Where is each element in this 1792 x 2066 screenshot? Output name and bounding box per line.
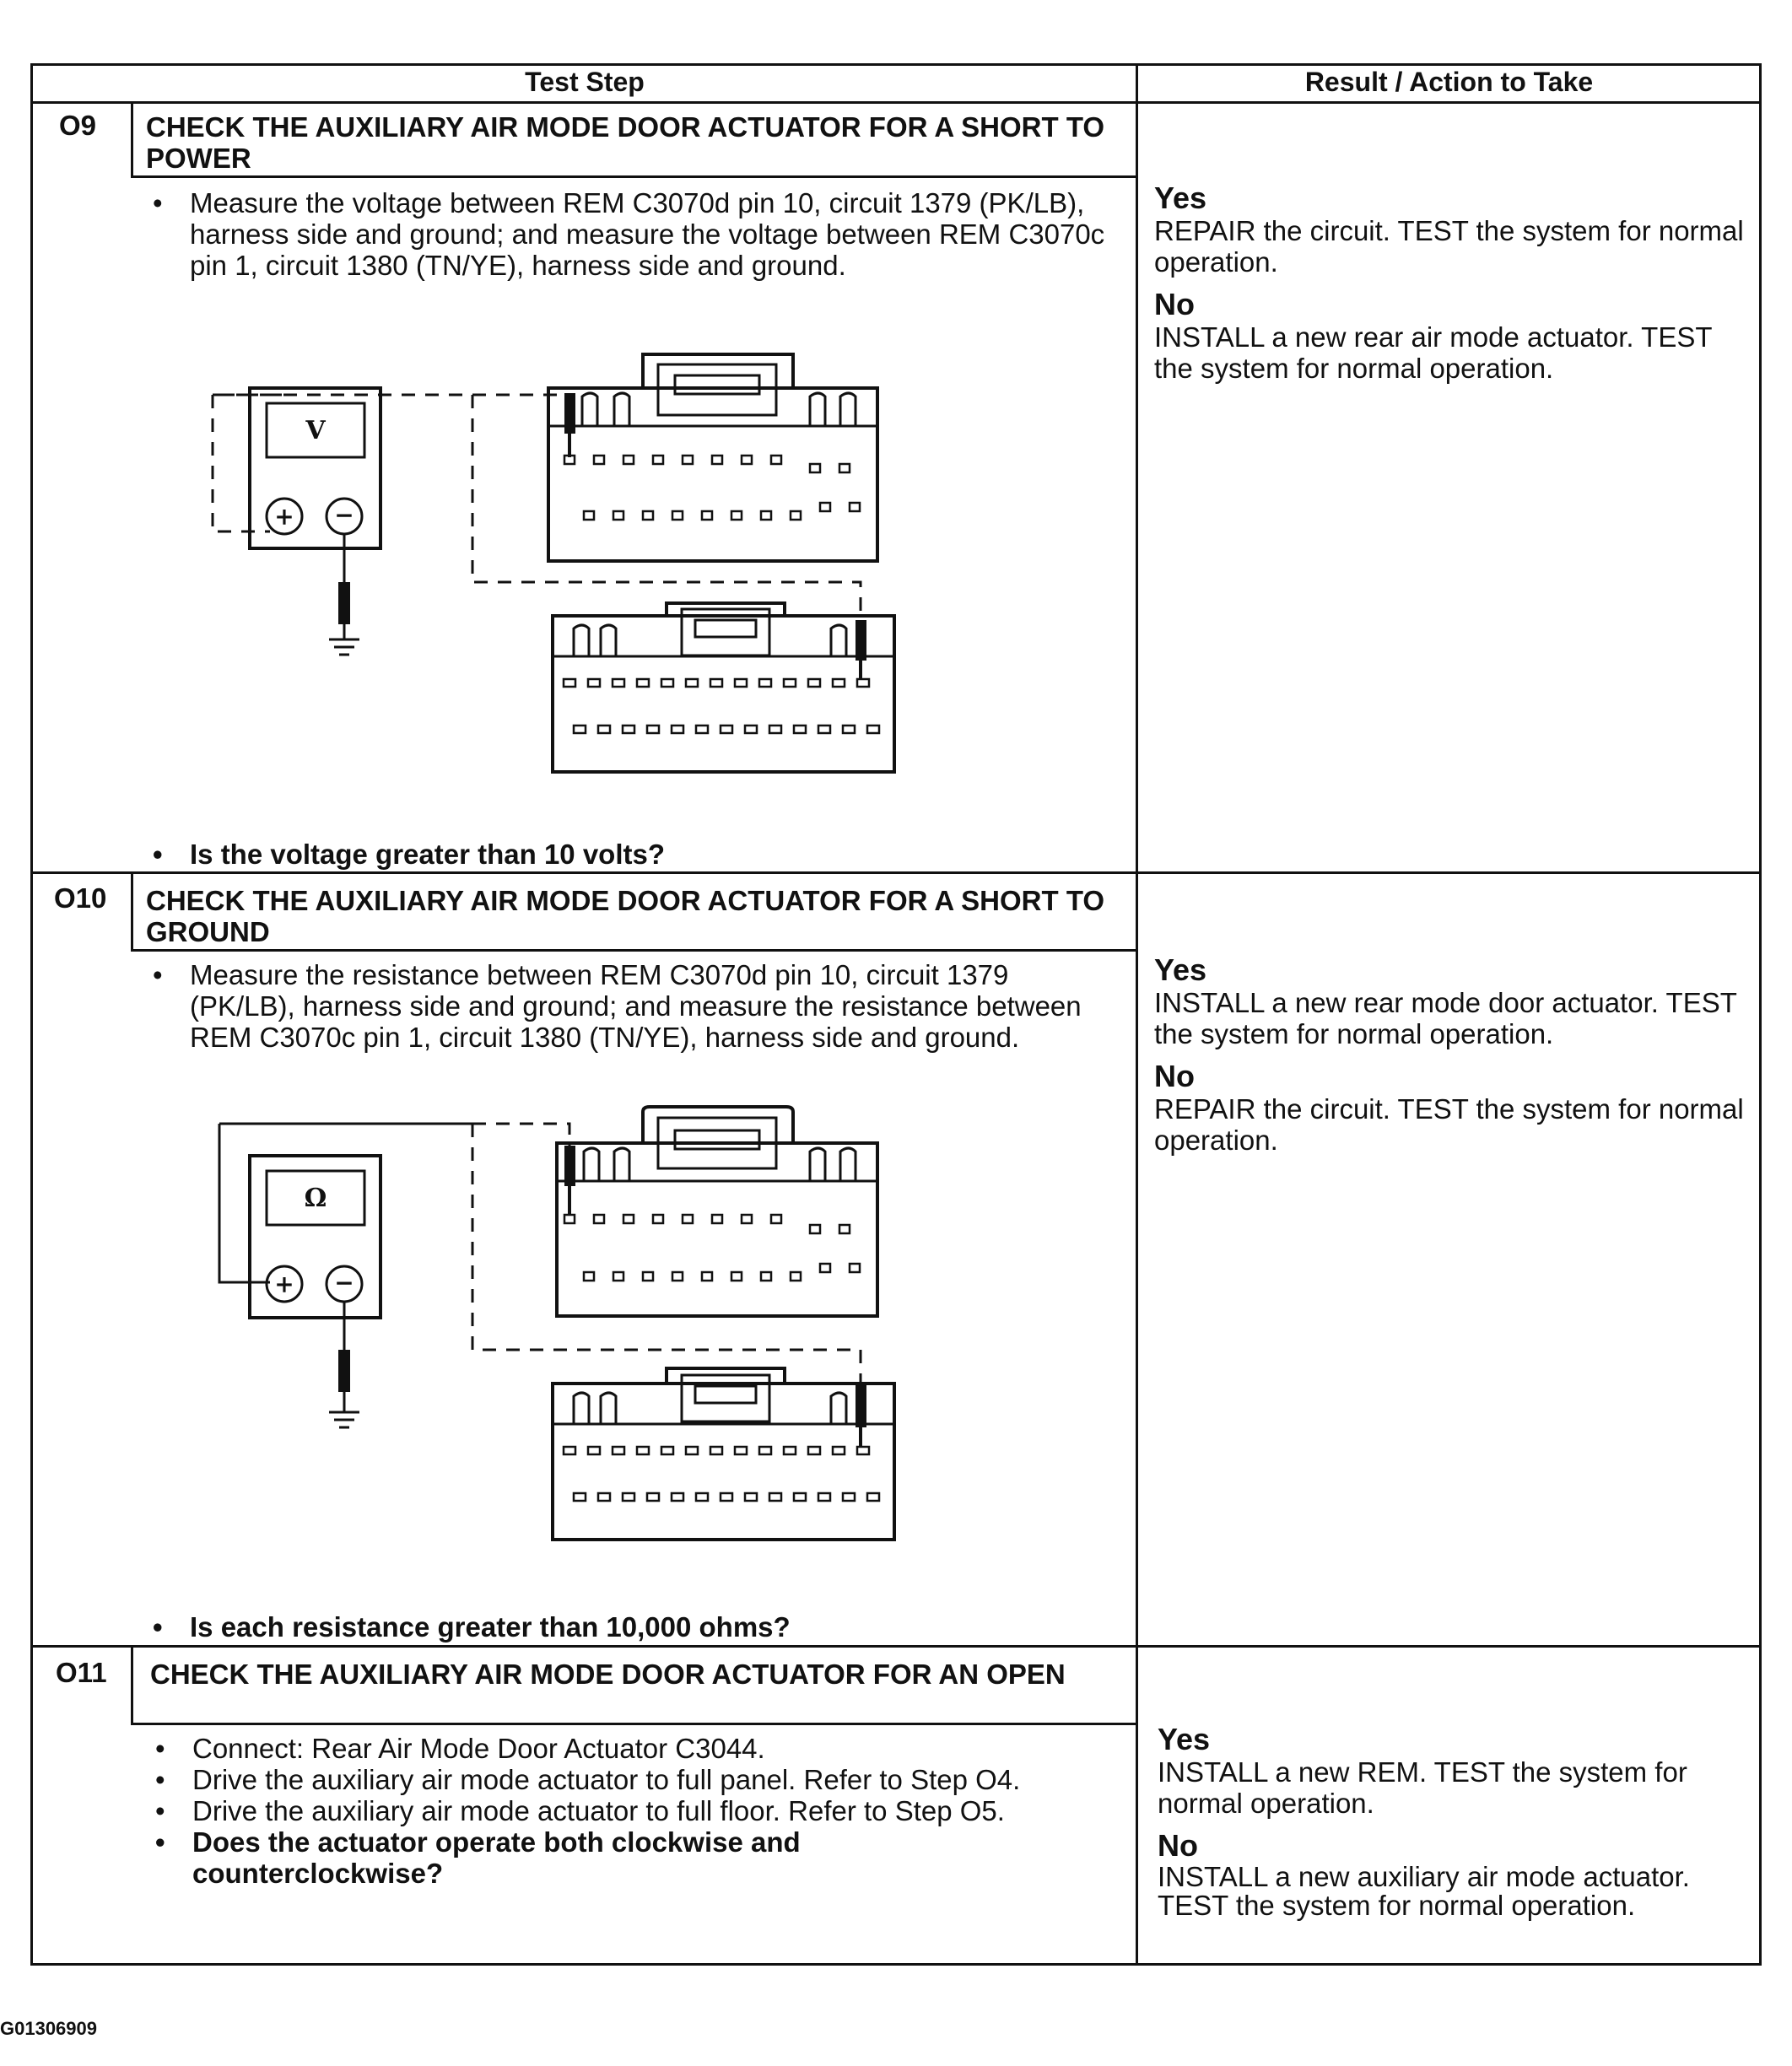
svg-text:+: +	[274, 1270, 294, 1298]
o10-probe-c3070c	[856, 1384, 866, 1427]
table-right-border	[1759, 63, 1762, 1966]
step-o10-bullets	[148, 959, 1109, 1053]
step-o10-question: • Is each resistance greater than 10,000 ohms?	[148, 1611, 1109, 1643]
o10-yes-text: INSTALL a new rear mode door actuator. TEST the system for normal operation.	[1154, 987, 1737, 1049]
step-o11-question: • Does the actuator operate both clockwise and counterclockwise?	[150, 1826, 901, 1889]
header-test-step: Test Step	[525, 67, 645, 97]
o10-ground-probe	[338, 1350, 350, 1392]
o9-no-text: INSTALL a new rear air mode actuator. TEST the system for normal operation.	[1154, 321, 1712, 384]
step-o9-question: • Is the voltage greater than 10 volts?	[148, 839, 1109, 870]
step-o10-result	[1154, 953, 1753, 1166]
o10-title-divider	[131, 949, 1136, 952]
o11-no-label: No	[1158, 1828, 1198, 1863]
o11-yes-text: INSTALL a new REM. TEST the system for normal operation.	[1158, 1756, 1687, 1819]
o9-voltage-diagram	[202, 346, 903, 785]
o11-no-text: INSTALL a new auxiliary air mode actuator. TEST the system for normal operation.	[1158, 1861, 1690, 1921]
row-divider-o11	[30, 1645, 1762, 1648]
o9-probe-c3070d	[564, 393, 575, 434]
o9-title-divider	[131, 175, 1136, 178]
o11-title-divider	[131, 1723, 1136, 1725]
header-divider	[30, 101, 1762, 104]
step-o11-bullet-1: • Connect: Rear Air Mode Door Actuator C3044.	[150, 1733, 1112, 1764]
o9-yes-text: REPAIR the circuit. TEST the system for normal operation.	[1154, 215, 1744, 278]
o9-meter-symbol: V	[305, 416, 326, 445]
step-o11-bullet-3: • Drive the auxiliary air mode actuator to full floor. Refer to Step O5.	[150, 1795, 1112, 1826]
table-bottom-border	[30, 1963, 1762, 1966]
step-o11-bullet-2: • Drive the auxiliary air mode actuator to full panel. Refer to Step O4.	[150, 1764, 1112, 1795]
step-o10-id: O10	[54, 882, 107, 914]
o10-connector-c3070c	[553, 1384, 894, 1540]
step-o11-title: CHECK THE AUXILIARY AIR MODE DOOR ACTUATOR FOR AN OPEN	[150, 1659, 1066, 1690]
o9-no-label: No	[1154, 287, 1195, 321]
o9-id-divider	[131, 101, 133, 177]
o9-yes-label: Yes	[1154, 181, 1207, 215]
step-o9-result	[1154, 181, 1745, 394]
o10-yes-label: Yes	[1154, 952, 1207, 987]
o11-yes-label: Yes	[1158, 1722, 1211, 1756]
step-o10-question-list	[148, 1611, 1109, 1643]
step-o9-id: O9	[59, 110, 97, 141]
o10-probe-c3070d	[564, 1146, 575, 1186]
step-o9-bullet: • Measure the voltage between REM C3070d pin 10, circuit 1379 (PK/LB), harness side and ground; and measure the voltage between REM C3070c pin 1, circuit 1380 (TN/YE), harness side and ground.	[148, 187, 1109, 281]
svg-text:+: +	[274, 503, 294, 531]
header-result-action: Result / Action to Take	[1304, 67, 1594, 97]
step-o10-title: CHECK THE AUXILIARY AIR MODE DOOR ACTUATOR FOR A SHORT TO GROUND	[146, 885, 1105, 947]
row-divider-o10	[30, 871, 1762, 874]
o10-meter-symbol: Ω	[304, 1184, 327, 1213]
step-o9-title: CHECK THE AUXILIARY AIR MODE DOOR ACTUATOR FOR A SHORT TO POWER	[146, 111, 1105, 174]
column-divider	[1136, 63, 1138, 1966]
figure-code: G01306909	[0, 2018, 97, 2039]
o9-connector-c3070c	[553, 616, 894, 772]
svg-text:−: −	[334, 501, 354, 529]
step-o11-result	[1158, 1723, 1748, 1930]
o11-id-divider	[131, 1645, 133, 1724]
svg-text:−: −	[334, 1269, 354, 1297]
step-o10-bullet: • Measure the resistance between REM C3070d pin 10, circuit 1379 (PK/LB), harness side and ground; and measure the resistance between REM C3070c pin 1, circuit 1380 (TN/YE), harness side and ground.	[148, 959, 1109, 1053]
o9-probe-c3070c	[856, 620, 866, 661]
step-o9-bullets	[148, 187, 1109, 281]
step-o9-question-list	[148, 839, 1109, 870]
step-o11-bullets	[150, 1733, 1112, 1889]
o10-no-text: REPAIR the circuit. TEST the system for normal operation.	[1154, 1093, 1744, 1156]
o9-ground-probe	[338, 582, 350, 624]
o10-resistance-diagram	[202, 1105, 903, 1561]
o10-id-divider	[131, 871, 133, 951]
table-left-border	[30, 63, 33, 1966]
o10-no-label: No	[1154, 1059, 1195, 1093]
step-o11-id: O11	[56, 1657, 107, 1688]
o10-positive-lead	[219, 1124, 472, 1282]
